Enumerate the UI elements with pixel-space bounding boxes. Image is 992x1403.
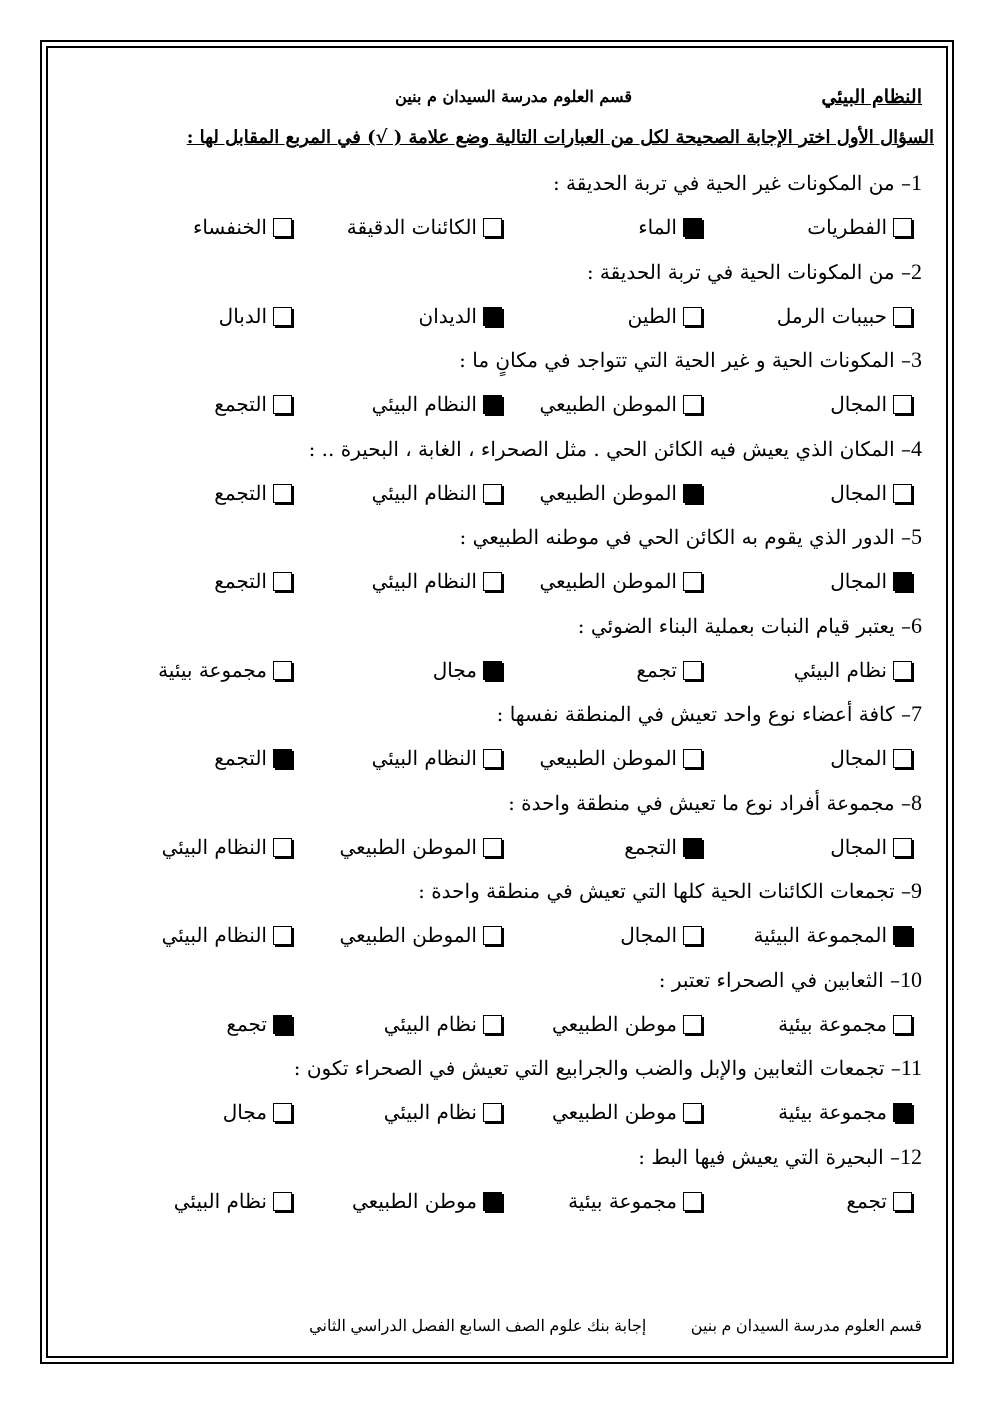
question-number: 6 (911, 613, 922, 638)
question-text: – كافة أعضاء نوع واحد تعيش في المنطقة نفسها : (496, 702, 911, 726)
empty-checkbox[interactable] (273, 307, 292, 326)
option-label: مجموعة بيئية (778, 1012, 887, 1036)
answer-option[interactable] (384, 1097, 502, 1127)
option-label: الموطن الطبيعي (539, 746, 677, 770)
empty-checkbox[interactable] (273, 395, 292, 414)
answer-option[interactable] (352, 1186, 502, 1216)
checked-checkbox[interactable] (893, 572, 912, 591)
answer-option[interactable] (214, 566, 292, 596)
answer-option[interactable] (568, 1186, 702, 1216)
empty-checkbox[interactable] (483, 218, 502, 237)
option-label: الدبال (218, 304, 267, 328)
empty-checkbox[interactable] (483, 1015, 502, 1034)
question-number: 9 (911, 878, 922, 903)
empty-checkbox[interactable] (893, 395, 912, 414)
option-label: تجمع (636, 658, 677, 682)
option-label: تجمع (226, 1012, 267, 1036)
answer-option[interactable] (620, 920, 702, 950)
question-number: 5 (911, 524, 922, 549)
question-9 (418, 876, 922, 906)
empty-checkbox[interactable] (483, 1103, 502, 1122)
checked-checkbox[interactable] (683, 484, 702, 503)
option-label: نظام البيئي (173, 1189, 267, 1213)
question-3 (459, 345, 922, 375)
checked-checkbox[interactable] (483, 307, 502, 326)
answer-option[interactable] (162, 832, 292, 862)
empty-checkbox[interactable] (893, 307, 912, 326)
checked-checkbox[interactable] (273, 1015, 292, 1034)
empty-checkbox[interactable] (273, 926, 292, 945)
empty-checkbox[interactable] (683, 572, 702, 591)
question-text: – البحيرة التي يعيش فيها البط : (638, 1145, 900, 1169)
option-label: النظام البيئي (371, 746, 477, 770)
answer-option[interactable] (628, 301, 702, 331)
option-label: التجمع (214, 569, 267, 593)
question-4 (309, 434, 922, 464)
question-1 (553, 168, 922, 198)
answer-option[interactable] (830, 389, 912, 419)
option-label: مجموعة بيئية (568, 1189, 677, 1213)
checked-checkbox[interactable] (483, 661, 502, 680)
question-text: – من المكونات غير الحية في تربة الحديقة : (552, 171, 911, 195)
answer-option[interactable] (830, 832, 912, 862)
empty-checkbox[interactable] (273, 838, 292, 857)
answer-option[interactable] (552, 1097, 702, 1127)
question-number: 4 (911, 436, 922, 461)
option-label: الكائنات الدقيقة (346, 215, 477, 239)
option-label: التجمع (624, 835, 677, 859)
footer-subject: إجابة بنك علوم الصف السابع الفصل الدراسي الثاني (309, 1318, 647, 1335)
empty-checkbox[interactable] (893, 1192, 912, 1211)
empty-checkbox[interactable] (483, 749, 502, 768)
checked-checkbox[interactable] (483, 1192, 502, 1211)
answer-option[interactable] (214, 389, 292, 419)
option-label: نظام البيئي (383, 1100, 477, 1124)
question-number: 2 (911, 259, 922, 284)
empty-checkbox[interactable] (683, 1192, 702, 1211)
answer-option[interactable] (384, 1009, 502, 1039)
option-label: موطن الطبيعي (352, 1189, 477, 1213)
option-label: المجموعة البيئية (753, 923, 887, 947)
option-label: مجموعة بيئية (158, 658, 267, 682)
answer-option[interactable] (540, 389, 703, 419)
question-number: 7 (911, 701, 922, 726)
question-8 (508, 788, 922, 818)
question-text: – تجمعات الثعابين والإبل والضب والجرابيع التي تعيش في الصحراء تكون : (293, 1056, 901, 1080)
school-name: قسم العلوم مدرسة السيدان م بنين (395, 87, 632, 106)
option-label: الموطن الطبيعي (539, 569, 677, 593)
empty-checkbox[interactable] (683, 1103, 702, 1122)
answer-option[interactable] (214, 478, 292, 508)
answer-option[interactable] (223, 1097, 292, 1127)
empty-checkbox[interactable] (683, 307, 702, 326)
checked-checkbox[interactable] (273, 749, 292, 768)
question-text: – من المكونات الحية في تربة الحديقة : (586, 260, 911, 284)
empty-checkbox[interactable] (273, 1192, 292, 1211)
answer-option[interactable] (778, 1009, 912, 1039)
question-12 (638, 1142, 922, 1172)
question-11 (294, 1053, 922, 1083)
instruction-text: السؤال الأول اختر الإجابة الصحيحة لكل من العبارات التالية وضع علامة ( √) في المربع المقابل لها : (186, 127, 934, 148)
empty-checkbox[interactable] (893, 1015, 912, 1034)
option-label: النظام البيئي (371, 481, 477, 505)
empty-checkbox[interactable] (683, 749, 702, 768)
answer-option[interactable] (794, 655, 912, 685)
option-label: حبيبات الرمل (776, 304, 887, 328)
answer-option[interactable] (638, 212, 702, 242)
question-text: – الثعابين في الصحراء تعتبر : (658, 968, 900, 992)
answer-option[interactable] (193, 212, 292, 242)
empty-checkbox[interactable] (273, 218, 292, 237)
answer-option[interactable] (214, 743, 292, 773)
checked-checkbox[interactable] (893, 926, 912, 945)
answer-option[interactable] (830, 478, 912, 508)
answer-option[interactable] (540, 566, 703, 596)
option-label: مجال (432, 658, 477, 682)
option-label: الخنفساء (192, 215, 267, 239)
option-label: الديدان (418, 304, 477, 328)
option-label: النظام البيئي (371, 392, 477, 416)
answer-option[interactable] (830, 743, 912, 773)
answer-option[interactable] (846, 1186, 912, 1216)
option-label: المجال (620, 923, 677, 947)
answer-option[interactable] (174, 1186, 292, 1216)
question-number: 1 (911, 170, 922, 195)
empty-checkbox[interactable] (893, 484, 912, 503)
option-label: النظام البيئي (161, 835, 267, 859)
answer-option[interactable] (372, 478, 502, 508)
answer-option[interactable] (433, 655, 502, 685)
answer-option[interactable] (372, 743, 502, 773)
question-text: – المكان الذي يعيش فيه الكائن الحي . مثل الصحراء ، الغابة ، البحيرة .. : (308, 437, 911, 461)
answer-option[interactable] (340, 920, 503, 950)
option-label: المجال (830, 746, 887, 770)
empty-checkbox[interactable] (483, 484, 502, 503)
question-text: – تجمعات الكائنات الحية كلها التي تعيش في منطقة واحدة : (418, 879, 911, 903)
question-2 (587, 257, 922, 287)
option-label: موطن الطبيعي (552, 1100, 677, 1124)
question-5 (460, 522, 922, 552)
empty-checkbox[interactable] (893, 838, 912, 857)
option-label: نظام البيئي (383, 1012, 477, 1036)
option-label: مجال (222, 1100, 267, 1124)
empty-checkbox[interactable] (683, 926, 702, 945)
empty-checkbox[interactable] (273, 484, 292, 503)
option-label: المجال (830, 835, 887, 859)
checked-checkbox[interactable] (683, 218, 702, 237)
empty-checkbox[interactable] (273, 572, 292, 591)
empty-checkbox[interactable] (683, 661, 702, 680)
answer-option[interactable] (162, 920, 292, 950)
empty-checkbox[interactable] (893, 218, 912, 237)
checked-checkbox[interactable] (893, 1103, 912, 1122)
option-label: مجموعة بيئية (778, 1100, 887, 1124)
answer-option[interactable] (830, 566, 912, 596)
answer-option[interactable] (807, 212, 912, 242)
option-label: الموطن الطبيعي (539, 481, 677, 505)
option-label: نظام البيئي (793, 658, 887, 682)
question-10 (659, 965, 922, 995)
option-label: الطين (627, 304, 677, 328)
option-label: التجمع (214, 392, 267, 416)
answer-option[interactable] (419, 301, 502, 331)
empty-checkbox[interactable] (273, 1103, 292, 1122)
question-text: – يعتبر قيام النبات بعملية البناء الضوئي : (577, 614, 911, 638)
answer-option[interactable] (552, 1009, 702, 1039)
question-6 (578, 611, 922, 641)
page-title: النظام البيئي (821, 86, 922, 108)
question-number: 10 (900, 967, 922, 992)
answer-option[interactable] (372, 389, 502, 419)
option-label: الموطن الطبيعي (539, 392, 677, 416)
option-label: موطن الطبيعي (552, 1012, 677, 1036)
empty-checkbox[interactable] (483, 838, 502, 857)
answer-option[interactable] (340, 832, 503, 862)
empty-checkbox[interactable] (273, 661, 292, 680)
answer-option[interactable] (219, 301, 292, 331)
option-label: النظام البيئي (371, 569, 477, 593)
answer-option[interactable] (226, 1009, 292, 1039)
answer-option[interactable] (158, 655, 292, 685)
answer-option[interactable] (753, 920, 912, 950)
question-number: 11 (900, 1055, 922, 1080)
option-label: الماء (638, 215, 677, 239)
question-text: – مجموعة أفراد نوع ما تعيش في منطقة واحدة : (508, 791, 911, 815)
option-label: الموطن الطبيعي (339, 923, 477, 947)
answer-option[interactable] (778, 1097, 912, 1127)
empty-checkbox[interactable] (683, 395, 702, 414)
answer-option[interactable] (540, 743, 703, 773)
footer-school: قسم العلوم مدرسة السيدان م بنين (690, 1318, 922, 1335)
question-text: – الدور الذي يقوم به الكائن الحي في موطنه الطبيعي : (459, 525, 911, 549)
empty-checkbox[interactable] (483, 926, 502, 945)
question-number: 8 (911, 790, 922, 815)
empty-checkbox[interactable] (683, 1015, 702, 1034)
empty-checkbox[interactable] (483, 572, 502, 591)
answer-option[interactable] (347, 212, 502, 242)
option-label: التجمع (214, 746, 267, 770)
option-label: المجال (830, 481, 887, 505)
question-number: 12 (900, 1144, 922, 1169)
checked-checkbox[interactable] (683, 838, 702, 857)
option-label: تجمع (846, 1189, 887, 1213)
option-label: التجمع (214, 481, 267, 505)
checked-checkbox[interactable] (483, 395, 502, 414)
page-footer (269, 1316, 922, 1336)
empty-checkbox[interactable] (893, 661, 912, 680)
question-text: – المكونات الحية و غير الحية التي تتواجد في مكانٍ ما : (459, 348, 911, 372)
answer-option[interactable] (624, 832, 702, 862)
option-label: المجال (830, 392, 887, 416)
option-label: الفطريات (807, 215, 887, 239)
option-label: المجال (830, 569, 887, 593)
answer-option[interactable] (636, 655, 702, 685)
option-label: النظام البيئي (161, 923, 267, 947)
answer-option[interactable] (777, 301, 912, 331)
answer-option[interactable] (540, 478, 703, 508)
question-number: 3 (911, 347, 922, 372)
empty-checkbox[interactable] (893, 749, 912, 768)
option-label: الموطن الطبيعي (339, 835, 477, 859)
answer-option[interactable] (372, 566, 502, 596)
question-7 (497, 699, 922, 729)
